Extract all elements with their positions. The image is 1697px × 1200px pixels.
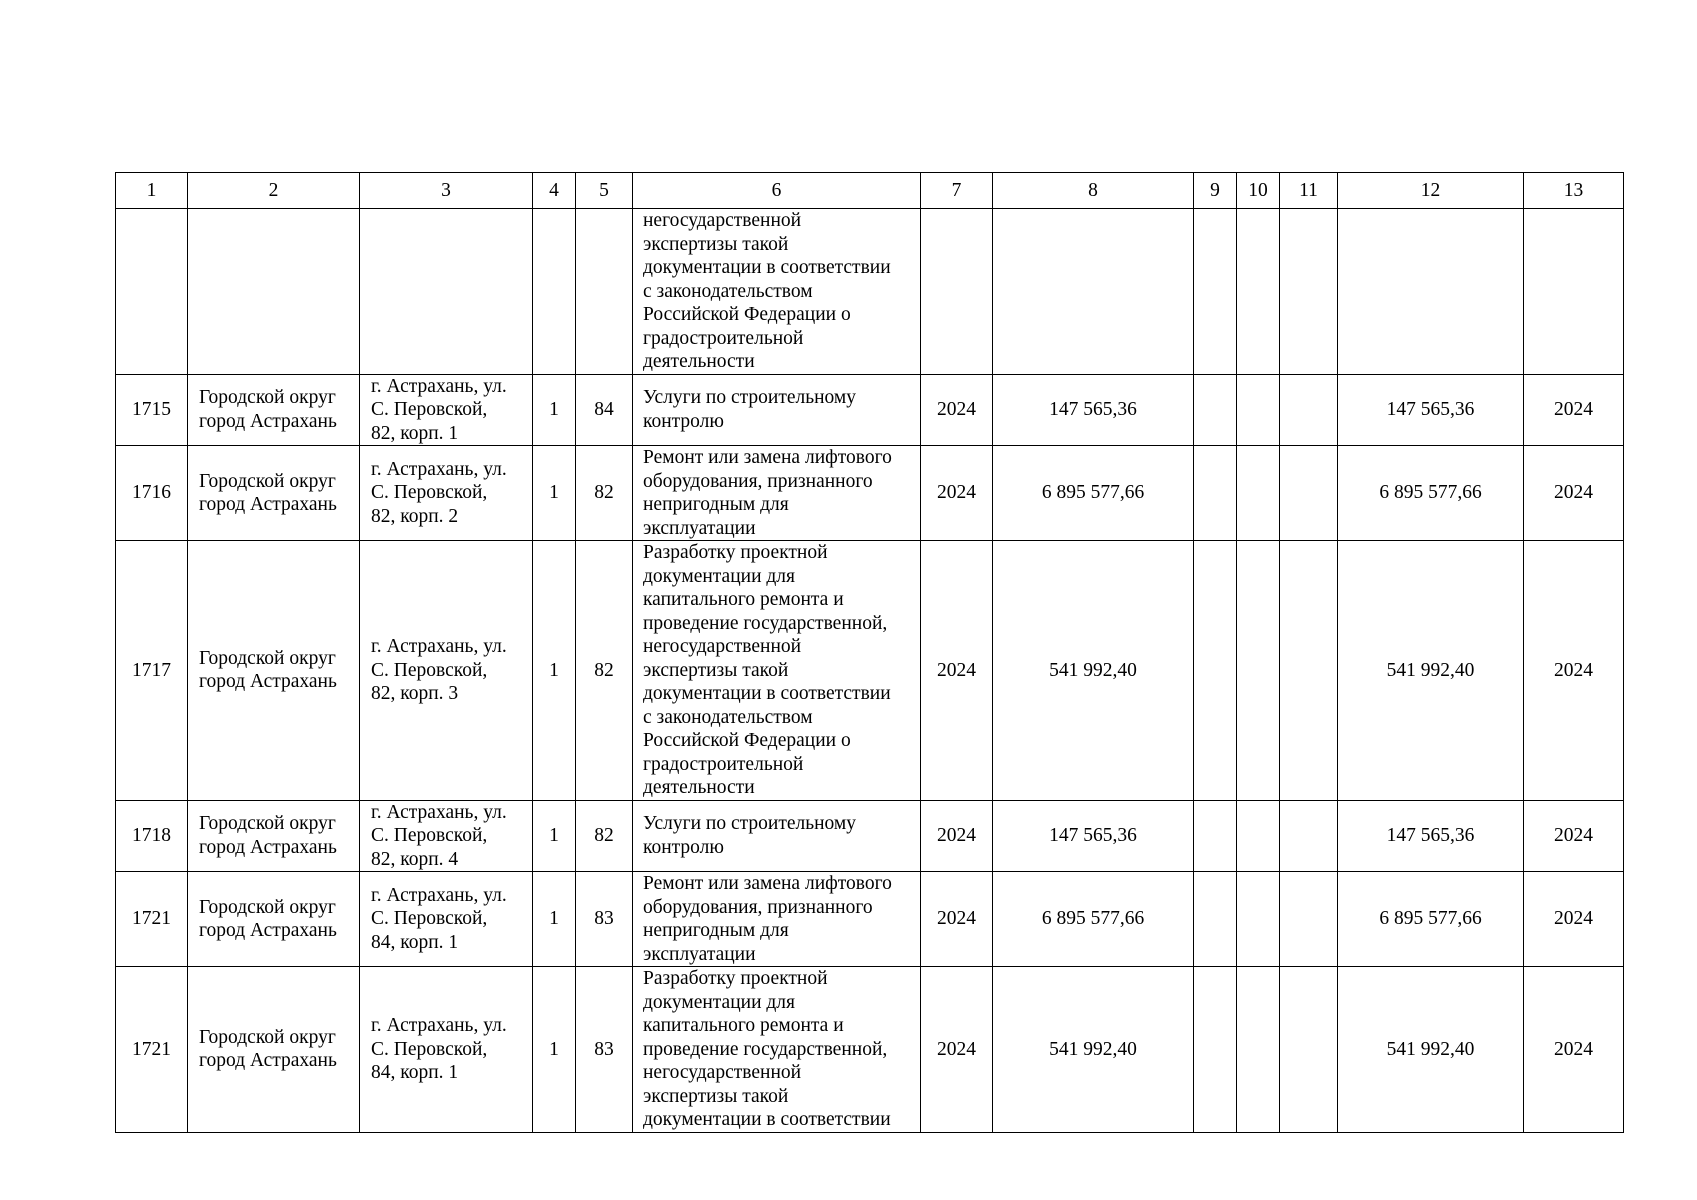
municipality-cell: Городской округ город Астрахань [188, 967, 360, 1133]
column-5-cell: 82 [576, 541, 633, 801]
empty-cell [188, 209, 360, 375]
column-12-cost-cell: 147 565,36 [1338, 374, 1524, 446]
municipality-cell: Городской округ город Астрахань [188, 446, 360, 541]
municipality-cell: Городской округ город Астрахань [188, 374, 360, 446]
column-10-cell [1237, 374, 1280, 446]
column-9-cell [1194, 541, 1237, 801]
row-number-cell: 1717 [116, 541, 188, 801]
year-cell: 2024 [921, 446, 993, 541]
year-cell: 2024 [921, 800, 993, 872]
column-10-cell [1237, 800, 1280, 872]
row-number-cell: 1721 [116, 872, 188, 967]
column-4-cell: 1 [533, 541, 576, 801]
total-cost-cell: 541 992,40 [993, 967, 1194, 1133]
row-number-cell: 1721 [116, 967, 188, 1133]
column-12-cost-cell: 6 895 577,66 [1338, 872, 1524, 967]
empty-cell [1194, 209, 1237, 375]
column-11-cell [1280, 541, 1338, 801]
column-13-year-cell: 2024 [1524, 374, 1624, 446]
column-13-year-cell: 2024 [1524, 800, 1624, 872]
empty-cell [993, 209, 1194, 375]
empty-cell [1338, 209, 1524, 375]
column-5-cell: 83 [576, 872, 633, 967]
column-12-cost-cell: 147 565,36 [1338, 800, 1524, 872]
column-header: 8 [993, 173, 1194, 209]
header-row [116, 173, 1624, 209]
total-cost-cell: 6 895 577,66 [993, 446, 1194, 541]
address-cell: г. Астрахань, ул. С. Перовской, 82, корп. 1 [360, 374, 533, 446]
address-cell: г. Астрахань, ул. С. Перовской, 84, корп. 1 [360, 967, 533, 1133]
total-cost-cell: 147 565,36 [993, 374, 1194, 446]
empty-cell [116, 209, 188, 375]
column-10-cell [1237, 541, 1280, 801]
column-header: 9 [1194, 173, 1237, 209]
column-11-cell [1280, 800, 1338, 872]
column-11-cell [1280, 374, 1338, 446]
column-header: 3 [360, 173, 533, 209]
work-description-cell: Разработку проектной документации для капитального ремонта и проведение государственной, негосударственной экспертизы такой документации в соответствии [633, 967, 921, 1133]
column-13-year-cell: 2024 [1524, 967, 1624, 1133]
table-row [116, 446, 1624, 541]
column-4-cell: 1 [533, 967, 576, 1133]
column-header: 10 [1237, 173, 1280, 209]
column-4-cell: 1 [533, 446, 576, 541]
total-cost-cell: 6 895 577,66 [993, 872, 1194, 967]
column-header: 13 [1524, 173, 1624, 209]
table-row [116, 374, 1624, 446]
column-9-cell [1194, 374, 1237, 446]
address-cell: г. Астрахань, ул. С. Перовской, 84, корп. 1 [360, 872, 533, 967]
year-cell: 2024 [921, 374, 993, 446]
continuation-row [116, 209, 1624, 375]
column-4-cell: 1 [533, 800, 576, 872]
capital-repair-table [115, 172, 1624, 1133]
year-cell: 2024 [921, 967, 993, 1133]
address-cell: г. Астрахань, ул. С. Перовской, 82, корп. 4 [360, 800, 533, 872]
row-number-cell: 1716 [116, 446, 188, 541]
column-13-year-cell: 2024 [1524, 872, 1624, 967]
column-4-cell: 1 [533, 374, 576, 446]
column-10-cell [1237, 446, 1280, 541]
column-5-cell: 82 [576, 446, 633, 541]
column-10-cell [1237, 872, 1280, 967]
empty-cell [360, 209, 533, 375]
column-13-year-cell: 2024 [1524, 446, 1624, 541]
empty-cell [576, 209, 633, 375]
municipality-cell: Городской округ город Астрахань [188, 800, 360, 872]
empty-cell [533, 209, 576, 375]
column-header: 4 [533, 173, 576, 209]
column-13-year-cell: 2024 [1524, 541, 1624, 801]
column-header: 2 [188, 173, 360, 209]
municipality-cell: Городской округ город Астрахань [188, 541, 360, 801]
column-5-cell: 84 [576, 374, 633, 446]
row-number-cell: 1715 [116, 374, 188, 446]
column-5-cell: 82 [576, 800, 633, 872]
work-description-cell: Ремонт или замена лифтового оборудования, признанного непригодным для эксплуатации [633, 446, 921, 541]
column-9-cell [1194, 872, 1237, 967]
column-12-cost-cell: 541 992,40 [1338, 967, 1524, 1133]
column-header: 6 [633, 173, 921, 209]
column-9-cell [1194, 800, 1237, 872]
column-header: 7 [921, 173, 993, 209]
empty-cell [1524, 209, 1624, 375]
column-11-cell [1280, 967, 1338, 1133]
table-row [116, 541, 1624, 801]
table-row [116, 872, 1624, 967]
work-description-cell: Ремонт или замена лифтового оборудования, признанного непригодным для эксплуатации [633, 872, 921, 967]
column-4-cell: 1 [533, 872, 576, 967]
year-cell: 2024 [921, 872, 993, 967]
empty-cell [1280, 209, 1338, 375]
column-5-cell: 83 [576, 967, 633, 1133]
work-description-cell: Услуги по строительному контролю [633, 374, 921, 446]
total-cost-cell: 541 992,40 [993, 541, 1194, 801]
empty-cell [1237, 209, 1280, 375]
table-row [116, 800, 1624, 872]
column-header: 5 [576, 173, 633, 209]
table-row [116, 967, 1624, 1133]
column-11-cell [1280, 446, 1338, 541]
total-cost-cell: 147 565,36 [993, 800, 1194, 872]
row-number-cell: 1718 [116, 800, 188, 872]
column-9-cell [1194, 446, 1237, 541]
column-header: 12 [1338, 173, 1524, 209]
column-11-cell [1280, 872, 1338, 967]
empty-cell [921, 209, 993, 375]
address-cell: г. Астрахань, ул. С. Перовской, 82, корп. 3 [360, 541, 533, 801]
column-12-cost-cell: 541 992,40 [1338, 541, 1524, 801]
municipality-cell: Городской округ город Астрахань [188, 872, 360, 967]
column-12-cost-cell: 6 895 577,66 [1338, 446, 1524, 541]
year-cell: 2024 [921, 541, 993, 801]
column-header: 1 [116, 173, 188, 209]
work-description-cell: Разработку проектной документации для капитального ремонта и проведение государственной, негосударственной экспертизы такой документации в соответствии с законодательством Российской Федерации о градостроительной деятельности [633, 541, 921, 801]
address-cell: г. Астрахань, ул. С. Перовской, 82, корп. 2 [360, 446, 533, 541]
column-9-cell [1194, 967, 1237, 1133]
work-description-cell: Услуги по строительному контролю [633, 800, 921, 872]
column-10-cell [1237, 967, 1280, 1133]
column-header: 11 [1280, 173, 1338, 209]
work-description-cell: негосударственной экспертизы такой документации в соответствии с законодательством Российской Федерации о градостроительной деятельности [633, 209, 921, 375]
